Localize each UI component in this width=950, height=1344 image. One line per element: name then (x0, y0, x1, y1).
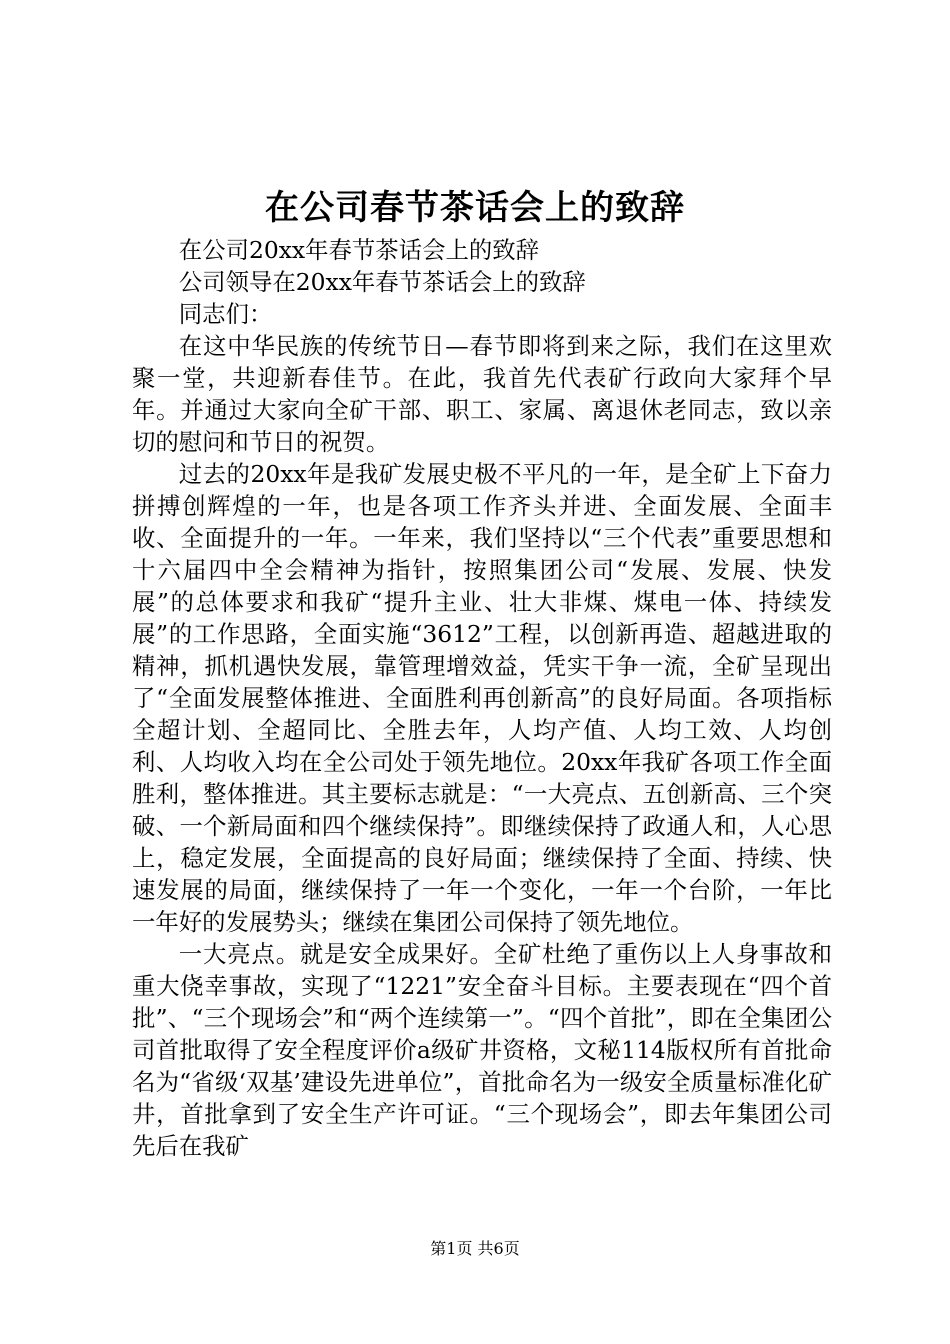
page-number-footer: 第1页 共6页 (430, 1239, 520, 1258)
salutation: 同志们： (178, 300, 273, 328)
paragraph-review: 过去的20xx年是我矿发展史极不平凡的一年，是全矿上下奋力拼搏创辉煌的一年，也是各项工作齐头并进、全面发展、全面丰收、全面提升的一年。一年来，我们坚持以“三个代表”重要思想和十六届四中全会精神为指针，按照集团公司“发展、发展、快发展”的总体要求和我矿“提升主业、壮大非煤、煤电一体、持续发展”的工作思路，全面实施“3612”工程，以创新再造、超越进取的精神，抓机遇快发展，靠管理增效益，凭实干争一流，全矿呈现出了“全面发展整体推进、全面胜利再创新高”的良好局面。各项指标全超计划、全超同比、全胜去年，人均产值、人均工效、人均创利、人均收入均在全公司处于领先地位。20xx年我矿各项工作全面胜利，整体推进。其主要标志就是：“一大亮点、五创新高、三个突破、一个新局面和四个继续保持”。即继续保持了政通人和，人心思上，稳定发展，全面提高的良好局面；继续保持了全面、持续、快速发展的局面，继续保持了一年一个变化，一年一个台阶，一年比一年好的发展势头；继续在集团公司保持了领先地位。 (132, 460, 832, 936)
document-title: 在公司春节茶话会上的致辞 (265, 188, 685, 228)
paragraph-highlight: 一大亮点。就是安全成果好。全矿杜绝了重伤以上人身事故和重大侥幸事故，实现了“1221”安全奋斗目标。主要表现在“四个首批”、“三个现场会”和“两个连续第一”。“四个首批”，即在全集团公司首批取得了安全程度评价a级矿井资格，文秘114版权所有首批命名为“省级‘双基’建设先进单位”，首批命名为一级安全质量标准化矿井，首批拿到了安全生产许可证。“三个现场会”，即去年集团公司先后在我矿 (132, 940, 832, 1160)
subtitle-line-1: 在公司20xx年春节茶话会上的致辞 (178, 236, 540, 264)
document-body (132, 234, 832, 1162)
subtitle-line-2: 公司领导在20xx年春节茶话会上的致辞 (178, 268, 586, 296)
paragraph-greeting: 在这中华民族的传统节日—春节即将到来之际，我们在这里欢聚一堂，共迎新春佳节。在此，我首先代表矿行政向大家拜个早年。并通过大家向全矿干部、职工、家属、离退休老同志，致以亲切的慰问和节日的祝贺。 (132, 332, 832, 456)
